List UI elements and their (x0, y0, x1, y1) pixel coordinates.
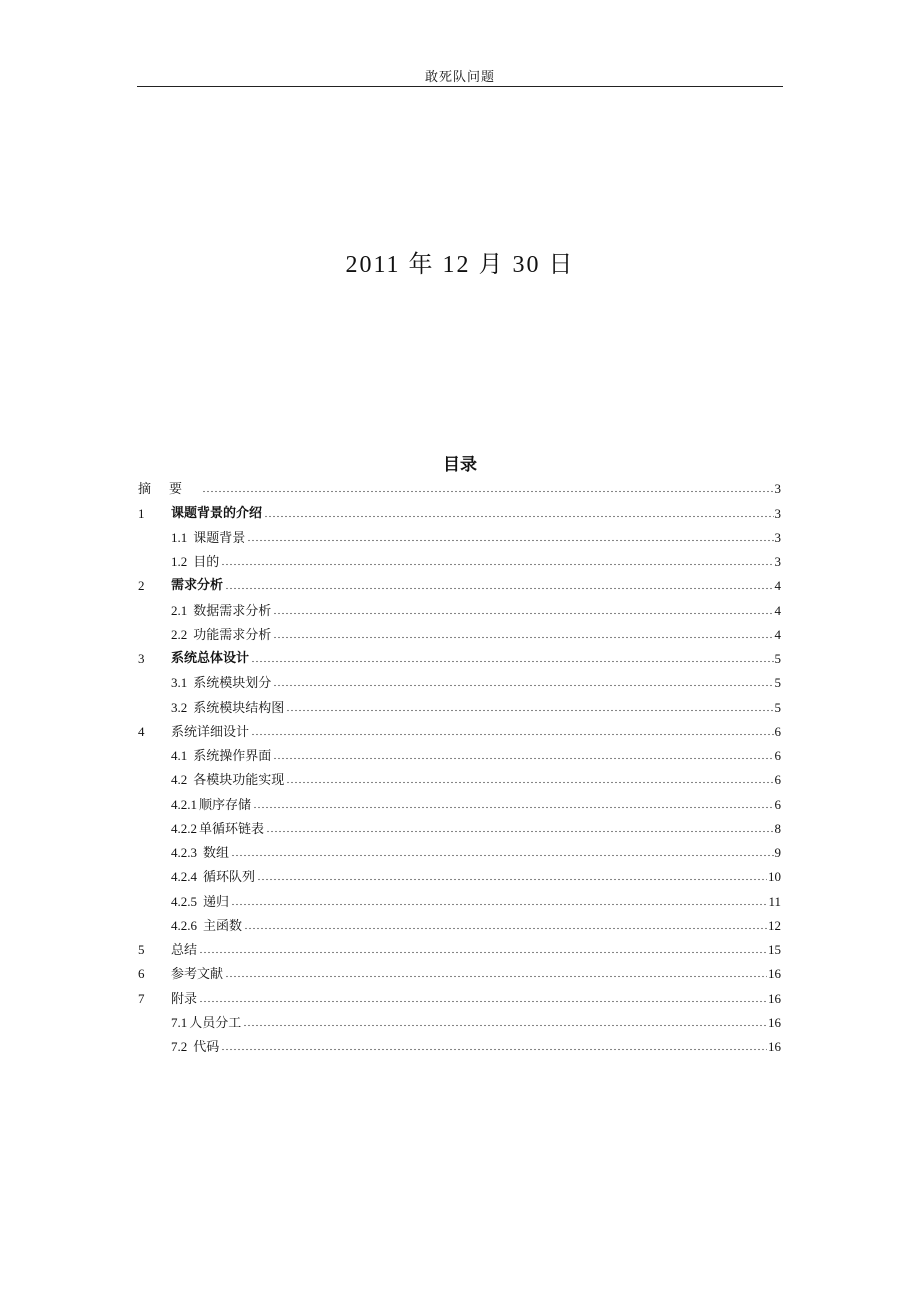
toc-dot-leader (286, 709, 773, 712)
toc-entry-number: 5 (138, 942, 145, 957)
toc-entry-number: 1.1 (171, 529, 188, 545)
toc-entry-page: 6 (774, 723, 781, 739)
toc-entry-label: 目的 (193, 554, 220, 569)
toc-dot-leader (221, 563, 773, 566)
toc-entry-label: 系统模块划分 (193, 675, 272, 691)
toc-entry-page: 6 (774, 772, 781, 788)
toc-entry-page: 3 (774, 505, 781, 521)
toc-entry-label: 参考文献 (171, 966, 224, 982)
toc-dot-leader (273, 684, 773, 687)
toc-entry-label: 循环队列 (203, 869, 256, 885)
toc-entry-1[interactable] (138, 496, 781, 520)
toc-entry-3-1[interactable] (138, 666, 781, 690)
toc-dot-leader (199, 951, 767, 954)
toc-dot-leader (225, 975, 767, 978)
toc-dot-leader (264, 515, 773, 518)
toc-entry-7[interactable] (138, 981, 781, 1005)
toc-entry-3[interactable] (138, 642, 781, 666)
toc-dot-leader (257, 878, 767, 881)
toc-entry-number: 7.1 (171, 1014, 188, 1030)
toc-dot-leader (225, 587, 773, 590)
toc-entry-page: 9 (774, 845, 781, 860)
toc-entry-number: 7.2 (171, 1039, 188, 1054)
toc-entry-page: 4 (774, 578, 781, 594)
toc-entry-2-2[interactable] (138, 618, 781, 642)
toc-entry-label: 课题背景 (193, 529, 246, 545)
toc-entry-7-2[interactable] (138, 1030, 781, 1054)
toc-entry-label: 附录 (171, 990, 198, 1006)
toc-entry-label: 需求分析 (171, 578, 224, 594)
toc-entry-number: 3 (138, 651, 145, 666)
toc-entry-page: 3 (774, 481, 781, 497)
toc-entry-page: 5 (774, 651, 781, 666)
toc-dot-leader (231, 854, 773, 857)
toc-entry-number: 3.1 (171, 675, 188, 691)
toc-entry-number: 2.2 (171, 626, 188, 642)
toc-entry-4-2-4[interactable] (138, 860, 781, 884)
toc-entry-4-2-2[interactable] (138, 812, 781, 836)
toc-entry-4-2-6[interactable] (138, 909, 781, 933)
toc-entry-4-2-1[interactable] (138, 787, 781, 811)
toc-entry-label: 数组 (203, 845, 230, 860)
toc-entry-label: 单循环链表 (199, 820, 265, 836)
toc-entry-number: 4.2.2 (171, 820, 197, 836)
header-title: 敢死队问题 (424, 70, 495, 85)
toc-entry-number: 3.2 (171, 699, 188, 715)
toc-entry-4-2[interactable] (138, 763, 781, 787)
toc-dot-leader (243, 1024, 767, 1027)
toc-entry-label: 主函数 (203, 917, 243, 933)
toc-entry-number: 4.2.6 (171, 917, 197, 933)
toc-dot-leader (199, 1000, 767, 1003)
toc-dot-leader (202, 490, 773, 493)
toc-entry-4-2-3[interactable] (138, 836, 781, 860)
toc-entry-number: 2 (138, 578, 145, 594)
toc-entry-number: 1 (138, 505, 145, 521)
toc-entry-label: 功能需求分析 (193, 626, 272, 642)
toc-entry-4[interactable] (138, 715, 781, 739)
toc-entry-number: 7 (138, 990, 145, 1006)
toc-entry-number: 2.1 (171, 602, 188, 618)
toc-entry-label: 人员分工 (189, 1014, 242, 1030)
toc-entry-number: 6 (138, 966, 145, 982)
toc-dot-leader (266, 830, 773, 833)
toc-entry-1-2[interactable] (138, 545, 781, 569)
toc-dot-leader (273, 612, 773, 615)
toc-dot-leader (231, 903, 767, 906)
toc-entry-page: 16 (768, 966, 781, 982)
toc-entry-label: 系统模块结构图 (193, 699, 285, 715)
toc-entry-page: 6 (774, 748, 781, 763)
toc-entry-page: 11 (768, 893, 781, 909)
toc-entry-label: 递归 (203, 893, 230, 909)
toc-dot-leader (273, 636, 773, 639)
toc-entry-number: 4.2.4 (171, 869, 197, 885)
toc-entry-page: 4 (774, 626, 781, 642)
toc-entry-number: 4.2.5 (171, 893, 197, 909)
toc-entry-page: 15 (768, 942, 781, 957)
toc-entry-4-2-5[interactable] (138, 884, 781, 908)
toc-entry-page: 10 (768, 869, 781, 885)
toc-entry-6[interactable] (138, 957, 781, 981)
toc-dot-leader (286, 781, 773, 784)
toc-entry-label: 顺序存储 (199, 796, 252, 812)
toc-entry-number: 4 (138, 723, 145, 739)
table-of-contents (138, 472, 781, 1054)
toc-entry-3-2[interactable] (138, 690, 781, 714)
toc-entry-5[interactable] (138, 933, 781, 957)
toc-entry-label: 课题背景的介绍 (171, 505, 263, 521)
toc-dot-leader (253, 806, 773, 809)
toc-dot-leader (273, 757, 773, 760)
toc-entry-page: 16 (768, 990, 781, 1006)
toc-dot-leader (251, 733, 773, 736)
toc-entry-page: 4 (774, 602, 781, 618)
toc-entry-label: 总结 (171, 942, 198, 957)
toc-entry-number: 1.2 (171, 554, 188, 569)
toc-entry-number: 4.2.1 (171, 796, 197, 812)
toc-entry-label: 数据需求分析 (193, 602, 272, 618)
toc-entry-4-1[interactable] (138, 739, 781, 763)
toc-entry-label: 系统总体设计 (171, 651, 250, 666)
toc-entry-abstract[interactable] (138, 472, 781, 496)
toc-entry-label: 代码 (193, 1039, 220, 1054)
toc-entry-page: 12 (768, 917, 781, 933)
toc-entry-label: 系统详细设计 (171, 723, 250, 739)
toc-entry-page: 3 (774, 529, 781, 545)
toc-entry-label: 各模块功能实现 (193, 772, 285, 788)
toc-entry-label: 摘要 (138, 481, 201, 497)
toc-entry-page: 16 (768, 1014, 781, 1030)
cover-date: 2011 年 12 月 30 日 (345, 252, 575, 278)
toc-entry-7-1[interactable] (138, 1006, 781, 1030)
toc-dot-leader (251, 660, 773, 663)
toc-entry-2-1[interactable] (138, 593, 781, 617)
toc-entry-label: 系统操作界面 (193, 748, 272, 763)
toc-entry-page: 8 (774, 820, 781, 836)
toc-entry-page: 6 (774, 796, 781, 812)
toc-entry-page: 16 (768, 1039, 781, 1054)
toc-dot-leader (244, 927, 767, 930)
page-header (137, 60, 783, 87)
toc-entry-1-1[interactable] (138, 521, 781, 545)
toc-dot-leader (221, 1048, 767, 1051)
toc-entry-number: 4.2.3 (171, 845, 197, 860)
toc-entry-page: 5 (774, 675, 781, 691)
toc-entry-page: 3 (774, 554, 781, 569)
toc-entry-2[interactable] (138, 569, 781, 593)
toc-entry-page: 5 (774, 699, 781, 715)
toc-title: 目录 (443, 455, 477, 475)
toc-entry-number: 4.1 (171, 748, 188, 763)
toc-entry-number: 4.2 (171, 772, 188, 788)
toc-dot-leader (247, 539, 773, 542)
